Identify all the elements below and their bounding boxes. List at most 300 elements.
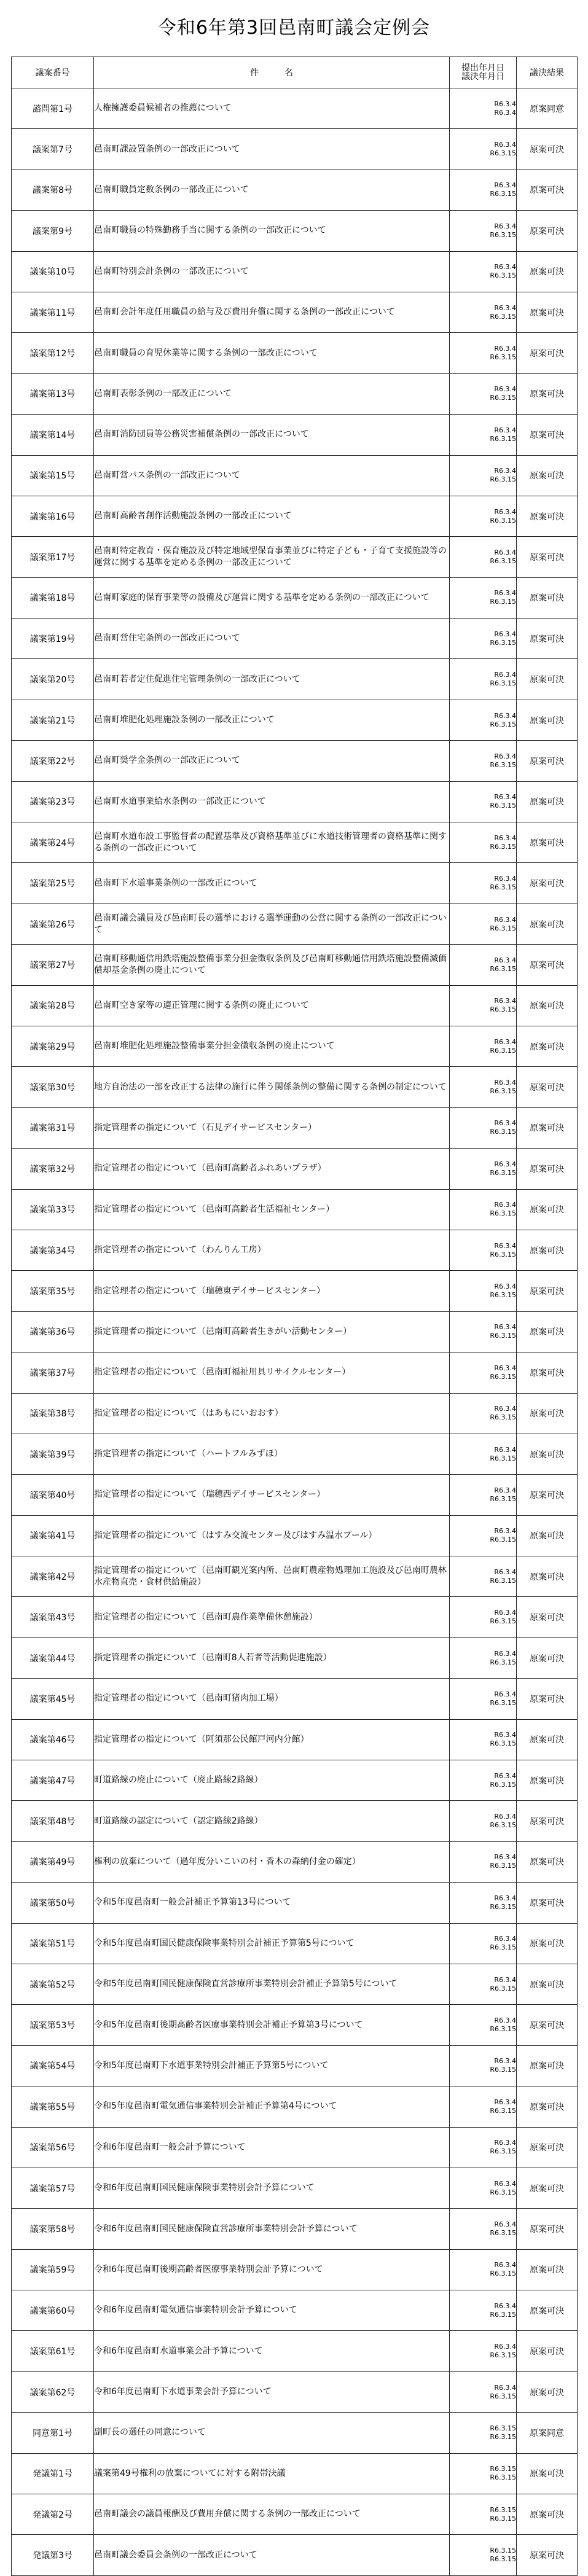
bill-dates bbox=[450, 1149, 517, 1189]
bill-number: 議案第10号 bbox=[12, 251, 94, 292]
bill-result: 原案可決 bbox=[517, 2249, 578, 2290]
decided-date: R6.3.15 bbox=[490, 1291, 516, 1300]
submitted-date: R6.3.4 bbox=[494, 1405, 516, 1413]
table-row bbox=[12, 455, 578, 496]
submitted-date: R6.3.4 bbox=[494, 303, 516, 312]
submitted-date: R6.3.4 bbox=[494, 1609, 516, 1617]
decided-date: R6.3.15 bbox=[490, 2066, 516, 2074]
decided-date: R6.3.15 bbox=[490, 2555, 516, 2564]
bill-dates bbox=[450, 619, 517, 659]
decided-date: R6.3.15 bbox=[490, 2025, 516, 2034]
header-result: 議決結果 bbox=[517, 57, 578, 88]
bill-result: 原案可決 bbox=[517, 2371, 578, 2412]
bill-dates bbox=[450, 251, 517, 292]
bill-dates bbox=[450, 1026, 517, 1066]
bill-number: 議案第49号 bbox=[12, 1841, 94, 1882]
bill-number: 議案第40号 bbox=[12, 1475, 94, 1515]
table-row bbox=[12, 2371, 578, 2412]
bill-dates bbox=[450, 1393, 517, 1434]
bill-number: 議案第29号 bbox=[12, 1026, 94, 1066]
bill-number: 議案第22号 bbox=[12, 741, 94, 781]
decided-date: R6.3.15 bbox=[490, 1250, 516, 1259]
bill-dates bbox=[450, 415, 517, 455]
table-row bbox=[12, 1597, 578, 1637]
decided-date: R6.3.15 bbox=[490, 2270, 516, 2278]
table-row bbox=[12, 2005, 578, 2045]
bill-number: 議案第12号 bbox=[12, 333, 94, 373]
table-row bbox=[12, 1883, 578, 1923]
bill-number: 議案第15号 bbox=[12, 455, 94, 496]
bill-dates bbox=[450, 211, 517, 251]
bill-title: 令和6年度邑南町下水道事業会計予算について bbox=[94, 2371, 450, 2412]
bill-title: 邑南町職員の育児休業等に関する条例の一部改正について bbox=[94, 333, 450, 373]
bill-number: 議案第30号 bbox=[12, 1067, 94, 1107]
bill-number: 議案第61号 bbox=[12, 2331, 94, 2371]
bill-number: 発議第1号 bbox=[12, 2453, 94, 2494]
bill-result: 原案可決 bbox=[517, 1719, 578, 1760]
decided-date: R6.3.15 bbox=[490, 964, 516, 973]
bill-result: 原案可決 bbox=[517, 2290, 578, 2331]
bill-result: 原案可決 bbox=[517, 537, 578, 577]
bill-dates bbox=[450, 170, 517, 210]
bill-number: 議案第54号 bbox=[12, 2045, 94, 2086]
submitted-date: R6.3.4 bbox=[494, 1527, 516, 1536]
bill-title: 邑南町特別会計条例の一部改正について bbox=[94, 251, 450, 292]
decided-date: R6.3.15 bbox=[490, 924, 516, 932]
table-row bbox=[12, 2045, 578, 2086]
table-row bbox=[12, 2331, 578, 2371]
bill-title: 邑南町移動通信用鉄塔施設整備事業分担金徴収条例及び邑南町移動通信用鉄塔施設整備減価償却基金条例の廃止について bbox=[94, 945, 450, 985]
bill-number: 議案第44号 bbox=[12, 1637, 94, 1678]
bill-number: 議案第51号 bbox=[12, 1923, 94, 1964]
table-row bbox=[12, 2494, 578, 2535]
bill-number: 議案第32号 bbox=[12, 1149, 94, 1189]
bill-number: 議案第45号 bbox=[12, 1679, 94, 1719]
header-dates bbox=[450, 57, 517, 88]
bill-number: 議案第7号 bbox=[12, 129, 94, 170]
bill-result: 原案可決 bbox=[517, 945, 578, 985]
submitted-date: R6.3.15 bbox=[490, 2465, 516, 2473]
bill-result: 原案可決 bbox=[517, 2127, 578, 2168]
bill-result: 原案可決 bbox=[517, 619, 578, 659]
decided-date: R6.3.15 bbox=[490, 1658, 516, 1666]
bill-title: 指定管理者の指定について（はすみ交流センター及びはすみ温水プール） bbox=[94, 1515, 450, 1556]
bill-number: 議案第23号 bbox=[12, 781, 94, 822]
bill-result: 原案可決 bbox=[517, 1271, 578, 1311]
table-row bbox=[12, 1352, 578, 1393]
table-row bbox=[12, 1801, 578, 1841]
bill-result: 原案可決 bbox=[517, 1107, 578, 1148]
table-row bbox=[12, 1964, 578, 2004]
bill-result: 原案可決 bbox=[517, 455, 578, 496]
decided-date: R6.3.15 bbox=[490, 1005, 516, 1014]
bill-dates bbox=[450, 1067, 517, 1107]
submitted-date: R6.3.4 bbox=[494, 956, 516, 964]
bill-number: 議案第52号 bbox=[12, 1964, 94, 2004]
bill-result: 原案可決 bbox=[517, 2086, 578, 2127]
bill-result: 原案可決 bbox=[517, 415, 578, 455]
bill-dates bbox=[450, 1230, 517, 1270]
bill-title: 邑南町高齢者創作活動施設条例の一部改正について bbox=[94, 496, 450, 536]
decided-date: R6.3.15 bbox=[490, 394, 516, 402]
bill-title: 令和5年度邑南町一般会計補正予算第13号について bbox=[94, 1883, 450, 1923]
table-row bbox=[12, 292, 578, 332]
submitted-date: R6.3.4 bbox=[494, 467, 516, 475]
bill-title: 邑南町水道事業給水条例の一部改正について bbox=[94, 781, 450, 822]
table-row bbox=[12, 1637, 578, 1678]
bill-title: 人権擁護委員候補者の推薦について bbox=[94, 88, 450, 129]
submitted-date: R6.3.4 bbox=[494, 2139, 516, 2147]
submitted-date: R6.3.4 bbox=[494, 2179, 516, 2188]
bill-result: 原案可決 bbox=[517, 822, 578, 863]
decided-date: R6.3.15 bbox=[490, 2310, 516, 2319]
decided-date: R6.3.15 bbox=[490, 1536, 516, 1544]
table-row bbox=[12, 1923, 578, 1964]
table-row bbox=[12, 1679, 578, 1719]
decided-date: R6.3.15 bbox=[490, 556, 516, 565]
decided-date: R6.3.15 bbox=[490, 1454, 516, 1462]
decided-date: R6.3.15 bbox=[490, 1046, 516, 1055]
decided-date: R6.3.15 bbox=[490, 434, 516, 443]
bill-number: 議案第21号 bbox=[12, 700, 94, 740]
decided-date: R6.3.15 bbox=[490, 1209, 516, 1218]
bill-result: 原案可決 bbox=[517, 1311, 578, 1352]
table-row bbox=[12, 700, 578, 740]
submitted-date: R6.3.4 bbox=[494, 1813, 516, 1821]
header-row bbox=[12, 57, 578, 88]
bill-number: 議案第34号 bbox=[12, 1230, 94, 1270]
submitted-date: R6.3.4 bbox=[494, 1649, 516, 1658]
submitted-date: R6.3.4 bbox=[494, 1364, 516, 1372]
table-row bbox=[12, 2535, 578, 2575]
bill-title: 指定管理者の指定について（瑞穂西デイサービスセンター） bbox=[94, 1475, 450, 1515]
decided-date: R6.3.15 bbox=[490, 1128, 516, 1136]
table-row bbox=[12, 1026, 578, 1066]
bill-title: 指定管理者の指定について（邑南町農作業準備休憩施設） bbox=[94, 1597, 450, 1637]
bill-dates bbox=[450, 945, 517, 985]
submitted-date: R6.3.4 bbox=[494, 141, 516, 149]
bill-title: 邑南町議会議員及び邑南町長の選挙における選挙運動の公営に関する条例の一部改正について bbox=[94, 904, 450, 944]
bill-title: 指定管理者の指定について（石見デイサービスセンター） bbox=[94, 1107, 450, 1148]
bill-result: 原案可決 bbox=[517, 1393, 578, 1434]
bill-number: 議案第42号 bbox=[12, 1556, 94, 1597]
bill-number: 諮問第1号 bbox=[12, 88, 94, 129]
decided-date: R6.3.15 bbox=[490, 2147, 516, 2156]
decided-date: R6.3.15 bbox=[490, 760, 516, 769]
decided-date: R6.3.15 bbox=[490, 1739, 516, 1748]
submitted-date: R6.3.4 bbox=[494, 1445, 516, 1454]
bill-number: 議案第48号 bbox=[12, 1801, 94, 1841]
bill-result: 原案可決 bbox=[517, 659, 578, 700]
table-row bbox=[12, 1760, 578, 1801]
submitted-date: R6.3.4 bbox=[494, 2016, 516, 2025]
bill-dates bbox=[450, 2209, 517, 2249]
bill-dates bbox=[450, 1719, 517, 1760]
bill-result: 原案可決 bbox=[517, 1760, 578, 1801]
bill-dates bbox=[450, 1311, 517, 1352]
bill-result: 原案可決 bbox=[517, 781, 578, 822]
document-title: 令和6年第3回邑南町議会定例会 bbox=[157, 17, 431, 39]
table-row bbox=[12, 1189, 578, 1230]
table-row bbox=[12, 1230, 578, 1270]
bill-title: 令和6年度邑南町後期高齢者医療事業特別会計予算について bbox=[94, 2249, 450, 2290]
bill-number: 議案第26号 bbox=[12, 904, 94, 944]
table-row bbox=[12, 251, 578, 292]
bill-dates bbox=[450, 822, 517, 863]
submitted-date: R6.3.4 bbox=[494, 875, 516, 883]
bill-result: 原案可決 bbox=[517, 333, 578, 373]
submitted-date: R6.3.4 bbox=[494, 711, 516, 720]
bill-dates bbox=[450, 1679, 517, 1719]
table-row bbox=[12, 985, 578, 1026]
bill-result: 原案可決 bbox=[517, 1230, 578, 1270]
decided-date: R6.3.15 bbox=[490, 1862, 516, 1870]
bill-dates bbox=[450, 1434, 517, 1474]
bill-title: 指定管理者の指定について（邑南町福祉用具リサイクルセンター） bbox=[94, 1352, 450, 1393]
bill-dates bbox=[450, 1597, 517, 1637]
bill-title: 指定管理者の指定について（ハートフルみずほ） bbox=[94, 1434, 450, 1474]
bill-number: 議案第20号 bbox=[12, 659, 94, 700]
bill-title: 地方自治法の一部を改正する法律の施行に伴う関係条例の整備に関する条例の制定について bbox=[94, 1067, 450, 1107]
bill-title: 令和6年度邑南町国民健康保険事業特別会計予算について bbox=[94, 2168, 450, 2208]
bill-dates bbox=[450, 1637, 517, 1678]
bill-title: 町道路線の廃止について（廃止路線2路線） bbox=[94, 1760, 450, 1801]
bill-title: 副町長の選任の同意について bbox=[94, 2413, 450, 2453]
bill-result: 原案可決 bbox=[517, 741, 578, 781]
decided-date: R6.3.15 bbox=[490, 638, 516, 647]
table-row bbox=[12, 577, 578, 618]
submitted-date: R6.3.4 bbox=[494, 1119, 516, 1128]
decided-date: R6.3.15 bbox=[490, 1494, 516, 1503]
decided-date: R6.3.15 bbox=[490, 353, 516, 362]
bill-title: 指定管理者の指定について（邑南町猪肉加工場） bbox=[94, 1679, 450, 1719]
table-row bbox=[12, 88, 578, 129]
table-row bbox=[12, 2413, 578, 2453]
bill-result: 原案可決 bbox=[517, 1026, 578, 1066]
decided-date: R6.3.15 bbox=[490, 679, 516, 688]
submitted-date: R6.3.4 bbox=[494, 1731, 516, 1739]
bill-dates bbox=[450, 2535, 517, 2575]
table-row bbox=[12, 129, 578, 170]
decided-date: R6.3.15 bbox=[490, 720, 516, 728]
bill-number: 議案第35号 bbox=[12, 1271, 94, 1311]
bill-result: 原案可決 bbox=[517, 2331, 578, 2371]
table-row bbox=[12, 373, 578, 414]
bill-dates bbox=[450, 1189, 517, 1230]
bill-title: 邑南町議会の議員報酬及び費用弁償に関する条例の一部改正について bbox=[94, 2494, 450, 2535]
bill-number: 議案第58号 bbox=[12, 2209, 94, 2249]
bill-title: 指定管理者の指定について（邑南町高齢者ふれあいプラザ） bbox=[94, 1149, 450, 1189]
bill-title: 邑南町職員定数条例の一部改正について bbox=[94, 170, 450, 210]
table-row bbox=[12, 741, 578, 781]
bill-result: 原案可決 bbox=[517, 1841, 578, 1882]
bill-dates bbox=[450, 659, 517, 700]
bill-dates bbox=[450, 537, 517, 577]
bill-title: 令和6年度邑南町電気通信事業特別会計予算について bbox=[94, 2290, 450, 2331]
decided-date: R6.3.15 bbox=[490, 271, 516, 280]
bill-number: 議案第36号 bbox=[12, 1311, 94, 1352]
bill-result: 原案可決 bbox=[517, 2045, 578, 2086]
bill-dates bbox=[450, 2331, 517, 2371]
table-row bbox=[12, 945, 578, 985]
bill-result: 原案可決 bbox=[517, 170, 578, 210]
bill-result: 原案可決 bbox=[517, 1434, 578, 1474]
bill-title: 邑南町営バス条例の一部改正について bbox=[94, 455, 450, 496]
decided-date: R6.3.15 bbox=[490, 2514, 516, 2523]
bill-result: 原案可決 bbox=[517, 292, 578, 332]
table-row bbox=[12, 2086, 578, 2127]
bill-title: 邑南町堆肥化処理施設条例の一部改正について bbox=[94, 700, 450, 740]
submitted-date: R6.3.4 bbox=[494, 1079, 516, 1087]
decided-date: R6.3.15 bbox=[490, 1902, 516, 1911]
bill-dates bbox=[450, 2453, 517, 2494]
table-row bbox=[12, 211, 578, 251]
bill-title: 令和6年度邑南町一般会計予算について bbox=[94, 2127, 450, 2168]
bill-dates bbox=[450, 292, 517, 332]
bill-title: 邑南町営住宅条例の一部改正について bbox=[94, 619, 450, 659]
submitted-date: R6.3.4 bbox=[494, 793, 516, 802]
table-row bbox=[12, 863, 578, 904]
decided-date: R6.3.15 bbox=[490, 2432, 516, 2441]
bill-result: 原案可決 bbox=[517, 1067, 578, 1107]
bill-title: 令和6年度邑南町国民健康保険直営診療所事業特別会計予算について bbox=[94, 2209, 450, 2249]
bill-dates bbox=[450, 2086, 517, 2127]
bill-result: 原案可決 bbox=[517, 2168, 578, 2208]
submitted-date: R6.3.4 bbox=[494, 1037, 516, 1046]
bill-dates bbox=[450, 1964, 517, 2004]
bill-dates bbox=[450, 2413, 517, 2453]
decided-date: R6.3.15 bbox=[490, 598, 516, 606]
bill-result: 原案同意 bbox=[517, 88, 578, 129]
bill-title: 指定管理者の指定について（阿須那公民館戸河内分館） bbox=[94, 1719, 450, 1760]
bill-title: 邑南町課設置条例の一部改正について bbox=[94, 129, 450, 170]
bill-title: 邑南町空き家等の適正管理に関する条例の廃止について bbox=[94, 985, 450, 1026]
bill-number: 議案第37号 bbox=[12, 1352, 94, 1393]
bill-dates bbox=[450, 2045, 517, 2086]
submitted-date: R6.3.4 bbox=[494, 1201, 516, 1209]
bill-number: 議案第38号 bbox=[12, 1393, 94, 1434]
table-row bbox=[12, 822, 578, 863]
bill-result: 原案可決 bbox=[517, 496, 578, 536]
submitted-date: R6.3.4 bbox=[494, 1975, 516, 1984]
submitted-date: R6.3.15 bbox=[490, 2505, 516, 2514]
decided-date: R6.3.15 bbox=[490, 2188, 516, 2196]
submitted-date: R6.3.4 bbox=[494, 589, 516, 598]
bill-result: 原案可決 bbox=[517, 1883, 578, 1923]
bill-number: 議案第46号 bbox=[12, 1719, 94, 1760]
submitted-date: R6.3.4 bbox=[494, 997, 516, 1005]
submitted-date: R6.3.4 bbox=[494, 1894, 516, 1902]
decided-date: R6.3.15 bbox=[490, 1087, 516, 1096]
bill-dates bbox=[450, 700, 517, 740]
bill-title: 邑南町奨学金条例の一部改正について bbox=[94, 741, 450, 781]
table-row bbox=[12, 619, 578, 659]
bill-number: 議案第43号 bbox=[12, 1597, 94, 1637]
bill-number: 議案第19号 bbox=[12, 619, 94, 659]
bill-number: 議案第24号 bbox=[12, 822, 94, 863]
bill-dates bbox=[450, 781, 517, 822]
decided-date: R6.3.15 bbox=[490, 1576, 516, 1585]
decided-date: R6.3.15 bbox=[490, 516, 516, 525]
bill-title: 邑南町議会委員会条例の一部改正について bbox=[94, 2535, 450, 2575]
decided-date: R6.3.15 bbox=[490, 2106, 516, 2115]
submitted-date: R6.3.4 bbox=[494, 1241, 516, 1250]
submitted-date: R6.3.4 bbox=[494, 1771, 516, 1780]
bill-dates bbox=[450, 2494, 517, 2535]
bill-number: 議案第39号 bbox=[12, 1434, 94, 1474]
bill-number: 議案第53号 bbox=[12, 2005, 94, 2045]
bill-number: 議案第60号 bbox=[12, 2290, 94, 2331]
bill-number: 議案第28号 bbox=[12, 985, 94, 1026]
table-row bbox=[12, 2249, 578, 2290]
bill-title: 町道路線の認定について（認定路線2路線） bbox=[94, 1801, 450, 1841]
bill-dates bbox=[450, 333, 517, 373]
bill-result: 原案可決 bbox=[517, 1923, 578, 1964]
submitted-date: R6.3.4 bbox=[494, 426, 516, 434]
table-row bbox=[12, 1556, 578, 1597]
bill-result: 原案可決 bbox=[517, 863, 578, 904]
table-row bbox=[12, 2453, 578, 2494]
bill-title: 令和5年度邑南町電気通信事業特別会計補正予算第4号について bbox=[94, 2086, 450, 2127]
table-row bbox=[12, 1393, 578, 1434]
table-row bbox=[12, 496, 578, 536]
decided-date: R6.3.15 bbox=[490, 190, 516, 198]
bill-result: 原案可決 bbox=[517, 1149, 578, 1189]
decided-date: R6.3.4 bbox=[494, 108, 516, 117]
decided-date: R6.3.15 bbox=[490, 1943, 516, 1952]
bill-title: 邑南町職員の特殊勤務手当に関する条例の一部改正について bbox=[94, 211, 450, 251]
submitted-date: R6.3.4 bbox=[494, 263, 516, 271]
bill-dates bbox=[450, 1883, 517, 1923]
table-row bbox=[12, 537, 578, 577]
decided-date: R6.3.15 bbox=[490, 883, 516, 892]
bill-result: 原案可決 bbox=[517, 251, 578, 292]
bill-number: 議案第25号 bbox=[12, 863, 94, 904]
bill-title: 指定管理者の指定について（わんりん工房） bbox=[94, 1230, 450, 1270]
table-row bbox=[12, 1271, 578, 1311]
table-row bbox=[12, 2168, 578, 2208]
bill-number: 議案第62号 bbox=[12, 2371, 94, 2412]
submitted-date: R6.3.4 bbox=[494, 1486, 516, 1494]
bill-result: 原案可決 bbox=[517, 1556, 578, 1597]
submitted-date: R6.3.4 bbox=[494, 752, 516, 760]
bill-result: 原案同意 bbox=[517, 2413, 578, 2453]
decided-date: R6.3.15 bbox=[490, 1780, 516, 1789]
bill-number: 同意第1号 bbox=[12, 2413, 94, 2453]
bill-title: 権利の放棄について（過年度分いこいの村・香木の森納付金の確定） bbox=[94, 1841, 450, 1882]
bill-number: 議案第50号 bbox=[12, 1883, 94, 1923]
bill-title: 指定管理者の指定について（邑南町高齢者生きがい活動センター） bbox=[94, 1311, 450, 1352]
decided-date: R6.3.15 bbox=[490, 1372, 516, 1381]
submitted-date: R6.3.4 bbox=[494, 2057, 516, 2066]
bill-dates bbox=[450, 1923, 517, 1964]
bill-dates bbox=[450, 2127, 517, 2168]
header-decided: 議決年月日 bbox=[461, 72, 504, 82]
bill-title: 議案第49号権利の放棄についてに対する附帯決議 bbox=[94, 2453, 450, 2494]
bill-result: 原案可決 bbox=[517, 577, 578, 618]
table-row bbox=[12, 1107, 578, 1148]
decided-date: R6.3.15 bbox=[490, 312, 516, 321]
bill-title: 指定管理者の指定について（邑南町観光案内所、邑南町農産物処理加工施設及び邑南町農林水産物直売・食材供給施設） bbox=[94, 1556, 450, 1597]
decided-date: R6.3.15 bbox=[490, 230, 516, 239]
bill-title: 令和5年度邑南町下水道事業特別会計補正予算第5号について bbox=[94, 2045, 450, 2086]
bill-result: 原案可決 bbox=[517, 1475, 578, 1515]
decided-date: R6.3.15 bbox=[490, 2473, 516, 2482]
bill-number: 議案第31号 bbox=[12, 1107, 94, 1148]
bill-number: 議案第17号 bbox=[12, 537, 94, 577]
bill-title: 令和5年度邑南町後期高齢者医療事業特別会計補正予算第3号について bbox=[94, 2005, 450, 2045]
bill-dates bbox=[450, 863, 517, 904]
